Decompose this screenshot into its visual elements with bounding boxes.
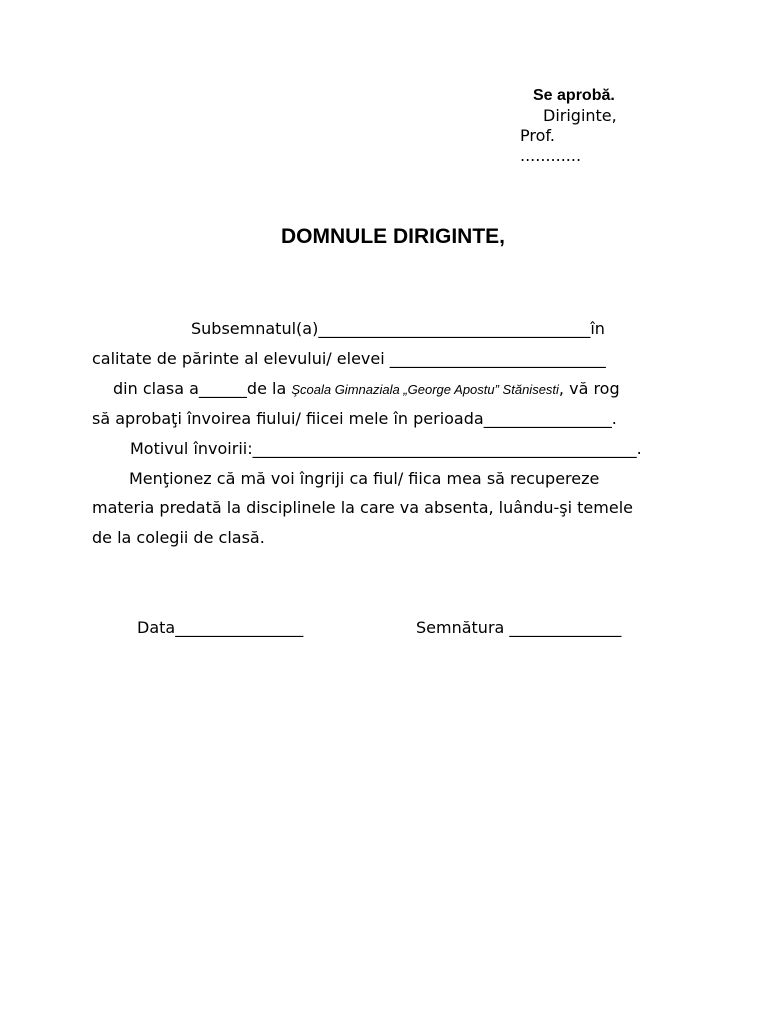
date-field: Data________________ — [137, 618, 304, 637]
body-line-5: Motivul învoirii:________________________________________________. — [130, 439, 642, 458]
approval-prof: Prof. — [520, 126, 555, 145]
approval-block — [520, 86, 720, 166]
approval-role: Diriginte, — [543, 106, 617, 125]
body-line-4: să aprobaţi învoirea fiului/ fiicei mele în perioada________________. — [92, 409, 617, 428]
body-line-3-end: , vă rog — [558, 379, 620, 398]
body-line-8: de la colegii de clasă. — [92, 528, 265, 547]
body-line-3 — [113, 379, 620, 400]
approval-heading: Se aprobă. — [533, 87, 615, 104]
body-line-7: materia predată la disciplinele la care va absenta, luându-şi temele — [92, 498, 633, 517]
body-line-6: Menţionez că mă voi îngriji ca fiul/ fiica mea să recupereze — [129, 469, 600, 488]
body-line-1: Subsemnatul(a)__________________________________în — [191, 319, 605, 338]
body-line-3-start: din clasa a______de la — [113, 379, 292, 398]
document-title: DOMNULE DIRIGINTE, — [281, 225, 505, 248]
signature-field: Semnătura ______________ — [416, 618, 622, 637]
approval-dots: ............ — [520, 146, 582, 165]
school-name: Şcoala Gimnaziala „George Apostu” Stănisesti — [291, 382, 559, 397]
body-line-2: calitate de părinte al elevului/ elevei ___________________________ — [92, 349, 606, 368]
